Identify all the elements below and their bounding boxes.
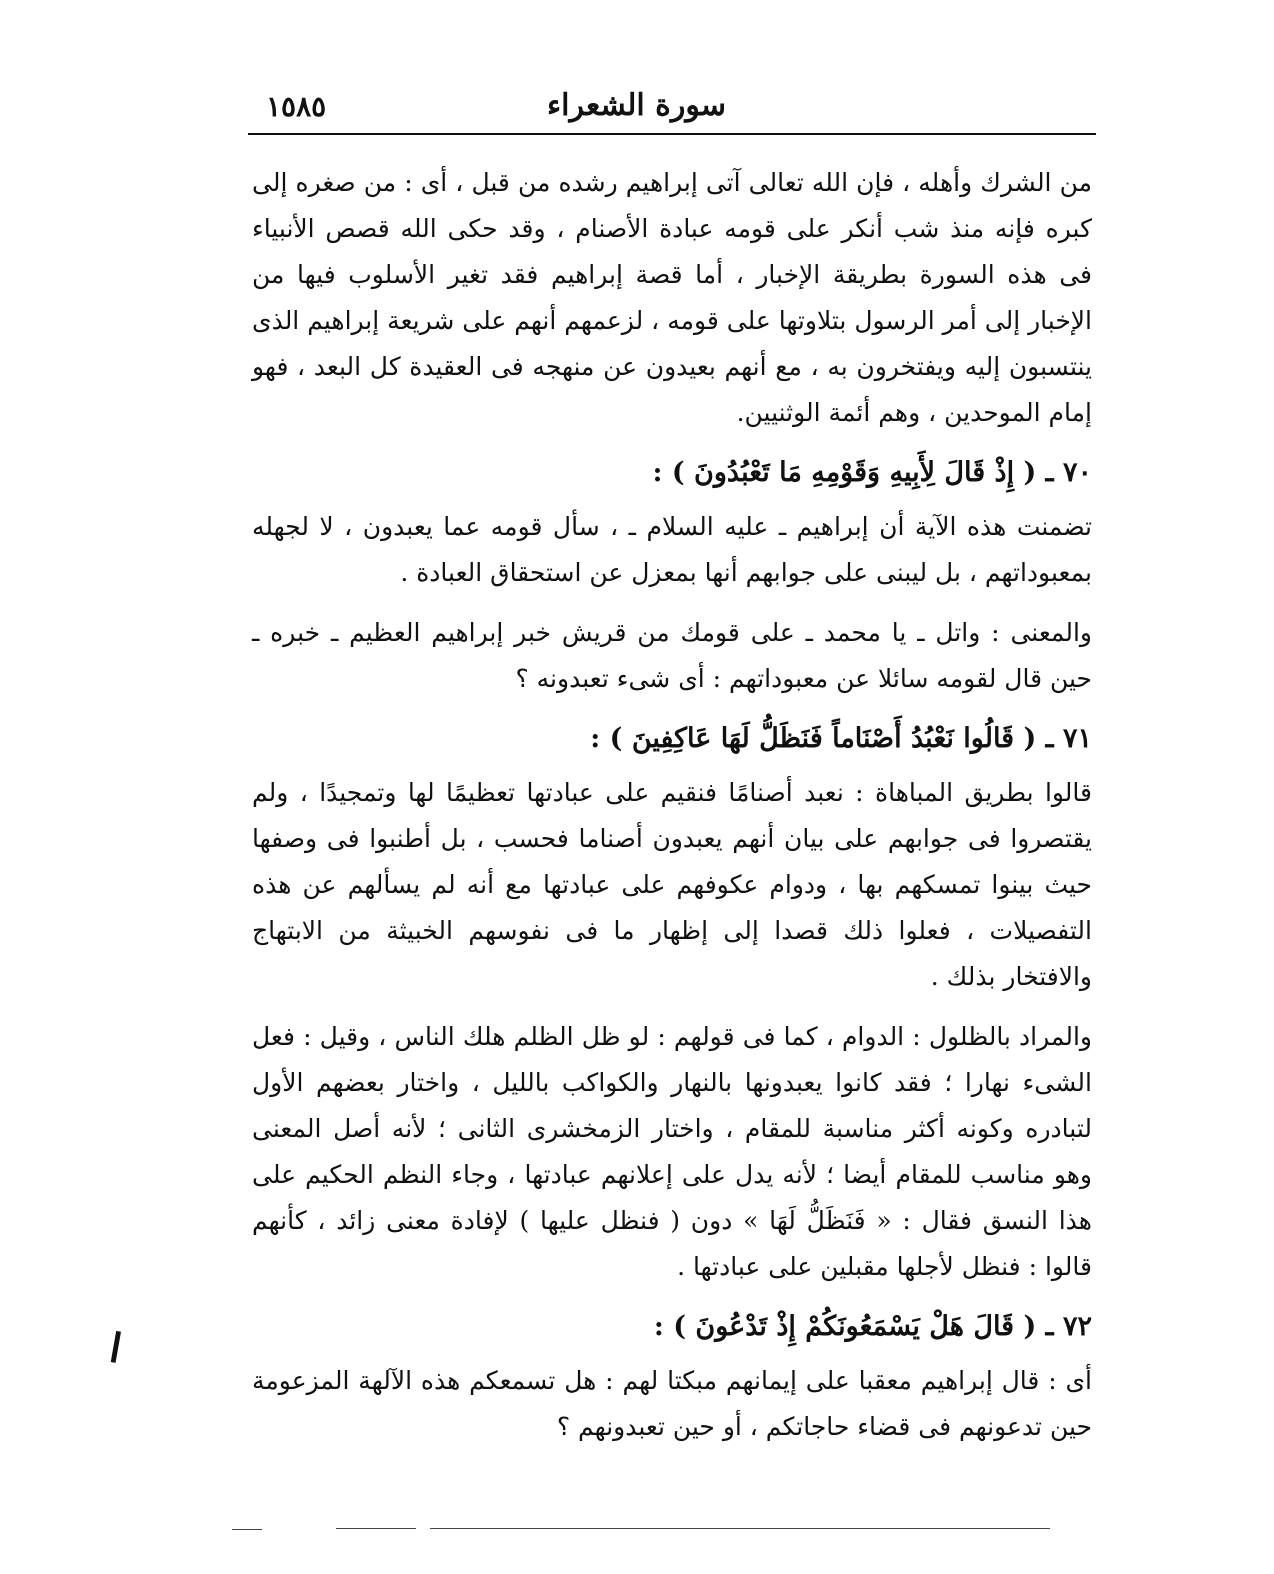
header-divider	[248, 133, 1096, 135]
footer-rule	[336, 1528, 416, 1529]
footer-rule	[232, 1529, 262, 1530]
paragraph-70-b: والمعنى : واتل ـ يا محمد ـ على قومك من قريش خبر إبراهيم العظيم ـ خبره ـ حين قال لقومه سائلا عن معبوداتهم : أى شىء تعبدونه ؟	[252, 618, 1092, 693]
verse-71	[252, 714, 1092, 764]
verse-number: ٧٢ ـ	[1045, 1311, 1092, 1342]
verse-text: ( قَالُوا نَعْبُدُ أَصْنَاماً فَنَظَلُّ لَهَا عَاكِفِينَ ) :	[590, 723, 1037, 754]
margin-mark: ا	[106, 1324, 126, 1373]
verse-text: ( إِذْ قَالَ لِأَبِيهِ وَقَوْمِهِ مَا تَعْبُدُونَ ) :	[652, 457, 1037, 488]
paragraph-intro: من الشرك وأهله ، فإن الله تعالى آتى إبراهيم رشده من قبل ، أى : من صغره إلى كبره فإنه منذ شب أنكر على قومه عبادة الأصنام ، وقد حكى الله قصص الأنبياء فى هذه السورة بطريقة الإخبار ، أما قصة إبراهيم فقد تغير الأسلوب فيها من الإخبار إلى أمر الرسول بتلاوتها على قومه ، لزعمهم أنهم على شريعة إبراهيم الذى ينتسبون إليه ويفتخرون به ، مع أنهم بعيدون عن منهجه فى العقيدة كل البعد ، فهو إمام الموحدين ، وهم أئمة الوثنيين.	[252, 168, 1092, 427]
paragraph-71-a: قالوا بطريق المباهاة : نعبد أصنامًا فنقيم على عبادتها تعظيمًا لها وتمجيدًا ، ولم يقتصروا فى جوابهم على بيان أنهم يعبدون أصناما فحسب ، بل أطنبوا فى وصفها حيث بينوا تمسكهم بها ، ودوام عكوفهم على عبادتها مع أنه لم يسألهم عن هذه التفصيلات ، فعلوا ذلك قصدا إلى إظهار ما فى نفوسهم الخبيثة من الابتهاج والافتخار بذلك .	[252, 778, 1092, 991]
footer-rule	[430, 1528, 1050, 1529]
paragraph-71-b: والمراد بالظلول : الدوام ، كما فى قولهم : لو ظل الظلم هلك الناس ، وقيل : فعل الشىء نهارا ؛ فقد كانوا يعبدونها بالنهار والكواكب بالليل ، واختار بعضهم الأول لتبادره وكونه أكثر مناسبة للمقام ، واختار الزمخشرى الثانى ؛ لأنه أصل المعنى وهو مناسب للمقام أيضا ؛ لأنه يدل على إعلانهم عبادتها ، وجاء النظم الحكيم على هذا النسق فقال : « فَنَظَلُّ لَهَا » دون ( فنظل عليها ) لإفادة معنى زائد ، كأنهم قالوا : فنظل لأجلها مقبلين على عبادتها .	[252, 1022, 1092, 1281]
commentary-body	[252, 160, 1092, 1450]
verse-70	[252, 448, 1092, 498]
paragraph-72: أى : قال إبراهيم معقبا على إيمانهم مبكتا لهم : هل تسمعكم هذه الآلهة المزعومة حين تدعونهم فى قضاء حاجاتكم ، أو حين تعبدونهم ؟	[252, 1366, 1092, 1441]
verse-text: ( قَالَ هَلْ يَسْمَعُونَكُمْ إِذْ تَدْعُونَ ) :	[653, 1311, 1037, 1342]
verse-number: ٧١ ـ	[1045, 723, 1092, 754]
verse-72	[252, 1302, 1092, 1352]
page-number: ١٥٨٥	[266, 90, 327, 123]
verse-number: ٧٠ ـ	[1045, 457, 1092, 488]
surah-title: سورة الشعراء	[547, 88, 726, 123]
paragraph-70-a: تضمنت هذه الآية أن إبراهيم ـ عليه السلام ـ ، سأل قومه عما يعبدون ، لا لجهله بمعبوداتهم ، بل ليبنى على جوابهم أنها بمعزل عن استحقاق العبادة .	[252, 512, 1092, 587]
page-header	[248, 88, 1096, 132]
